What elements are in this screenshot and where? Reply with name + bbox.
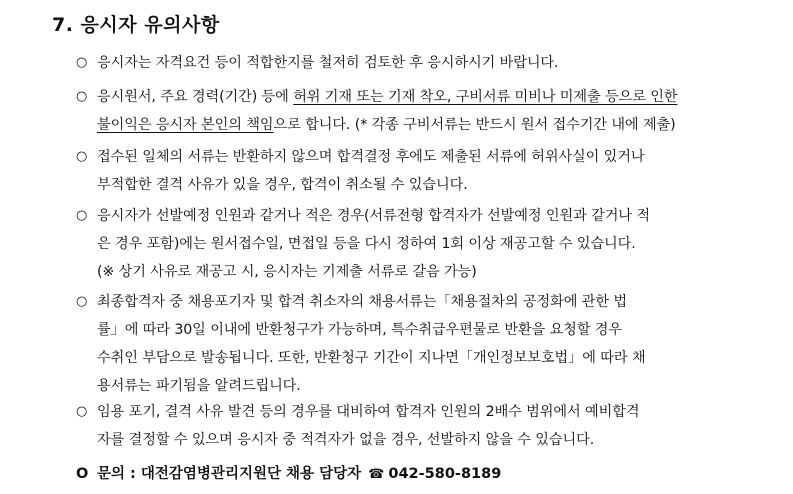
contact-bullet: O [76,466,89,482]
item-line: 자를 결정할 수 있으며 응시자 중 적격자가 없을 경우, 선발하지 않을 수 있습니다. [97,432,595,448]
item-line: 최종합격자 중 채용포기자 및 합격 취소자의 채용서류는「채용절차의 공정화에 관한 법 [97,294,627,310]
item-line: 응시원서, 주요 경력(기간) 등에 허위 기재 또는 기재 착오, 구비서류 미비나 미제출 등으로 인한 [97,89,678,105]
item-line: 응시자가 선발예정 인원과 같거나 적은 경우(서류전형 합격자가 선발예정 인원과 같거나 적 [97,208,650,224]
list-item [76,49,756,77]
item-line: 수취인 부담으로 발송됩니다. 또한, 반환청구 기간이 지나면「개인정보보호법」에 따라 채 [97,350,646,366]
underlined-text: 불이익은 응시자 본인의 책임 [97,117,274,133]
item-line: 접수된 일체의 서류는 반환하지 않으며 합격결정 후에도 제출된 서류에 허위사실이 있거나 [97,149,645,165]
circle-bullet-icon: ○ [76,294,88,309]
item-line: 임용 포기, 결격 사유 발견 등의 경우를 대비하여 합격자 인원의 2배수 범위에서 예비합격 [97,404,640,420]
item-line: 률」에 따라 30일 이내에 반환청구가 가능하며, 특수취급우편물로 반환을 요청할 경우 [97,322,623,338]
item-line: 은 경우 포함)에는 원서접수일, 면접일 등을 다시 정하여 1회 이상 재공고할 수 있습니다. [97,236,636,252]
circle-bullet-icon: ○ [76,149,88,164]
section-title: 7. 응시자 유의사항 [52,14,220,36]
item-line: 부적합한 결격 사유가 있을 경우, 합격이 취소될 수 있습니다. [97,177,468,193]
contact-label: 문의 : 대전감염병관리지원단 채용 담당자 [97,466,362,482]
list-item [76,83,756,139]
contact-phone: 042-580-8189 [388,466,502,482]
list-item [76,143,756,199]
item-line: 응시자는 자격요건 등이 적합한지를 철저히 검토한 후 응시하시기 바랍니다. [97,55,559,71]
circle-bullet-icon: ○ [76,55,88,70]
item-line: 용서류는 파기됨을 알려드립니다. [97,378,301,394]
item-line: 불이익은 응시자 본인의 책임으로 합니다. (* 각종 구비서류는 반드시 원서 접수기간 내에 제출) [97,117,676,133]
list-item [76,398,756,454]
list-item [76,202,756,286]
list-item [76,288,756,400]
underlined-text: 허위 기재 또는 기재 착오, 구비서류 미비나 미제출 등으로 인한 [293,89,678,105]
circle-bullet-icon: ○ [76,404,88,419]
circle-bullet-icon: ○ [76,208,88,223]
contact-line [76,460,501,489]
telephone-icon: ☎ [368,467,385,482]
circle-bullet-icon: ○ [76,89,88,104]
item-line: (※ 상기 사유로 재공고 시, 응시자는 기제출 서류로 갈음 가능) [97,264,477,280]
